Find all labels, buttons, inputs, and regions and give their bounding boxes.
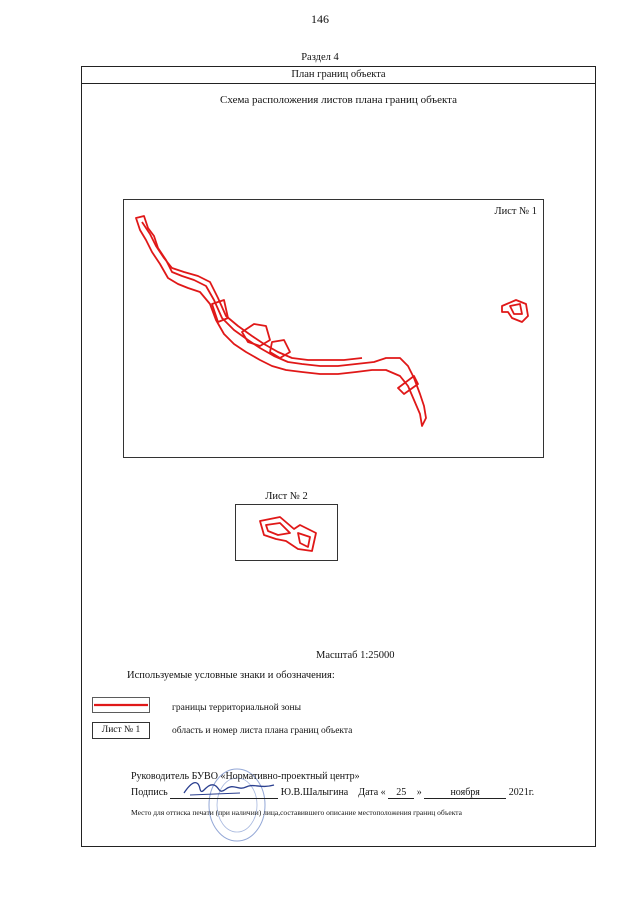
sheet-2-boundaries	[236, 505, 339, 562]
signature-label: Подпись	[131, 787, 168, 798]
sheet-2-map	[235, 504, 338, 561]
legend-sheet-box: Лист № 1	[92, 722, 150, 739]
east-parcel-boundary	[502, 300, 528, 322]
date-year: 2021г.	[508, 787, 535, 798]
parcel-boundary-b	[242, 324, 270, 346]
river-zone-inner-boundary	[142, 222, 362, 360]
date-label: Дата «	[358, 787, 386, 798]
head-of-organization-line: Руководитель БУВО «Нормативно-проектный центр»	[131, 771, 360, 782]
sheet-2-label: Лист № 2	[265, 491, 308, 502]
page-number: 146	[311, 12, 329, 26]
river-zone-boundary	[136, 216, 426, 426]
sheet-2-parcel-inner-b	[298, 533, 310, 547]
sheet-1-label: Лист № 1	[494, 206, 537, 217]
signature-blank	[170, 787, 278, 799]
east-parcel-inner	[510, 304, 522, 314]
legend-zone-boundary-symbol	[92, 697, 150, 713]
scheme-title: Схема расположения листов плана границ объекта	[220, 94, 457, 106]
signature-row	[131, 787, 534, 799]
legend-heading: Используемые условные знаки и обозначения:	[127, 670, 335, 681]
legend-zone-boundary-text: границы территориальной зоны	[172, 703, 302, 713]
sheet-1-boundaries	[124, 200, 545, 459]
sheet-2-parcel-inner	[266, 523, 290, 535]
document-title: План границ объекта	[81, 66, 596, 84]
date-day: 25	[388, 787, 414, 799]
date-month: ноября	[424, 787, 506, 799]
scale-text: Масштаб 1:25000	[316, 650, 395, 661]
section-title: Раздел 4	[301, 52, 339, 63]
sheet-1-map	[123, 199, 544, 458]
date-day-close: »	[416, 787, 422, 798]
stamp-place-note: Место для оттиска печати (при наличии) лица,составившего описание местоположения границ объекта	[131, 808, 462, 817]
signer-name: Ю.В.Шалыгина	[280, 787, 349, 798]
legend-sheet-box-text: область и номер листа плана границ объекта	[172, 726, 353, 736]
